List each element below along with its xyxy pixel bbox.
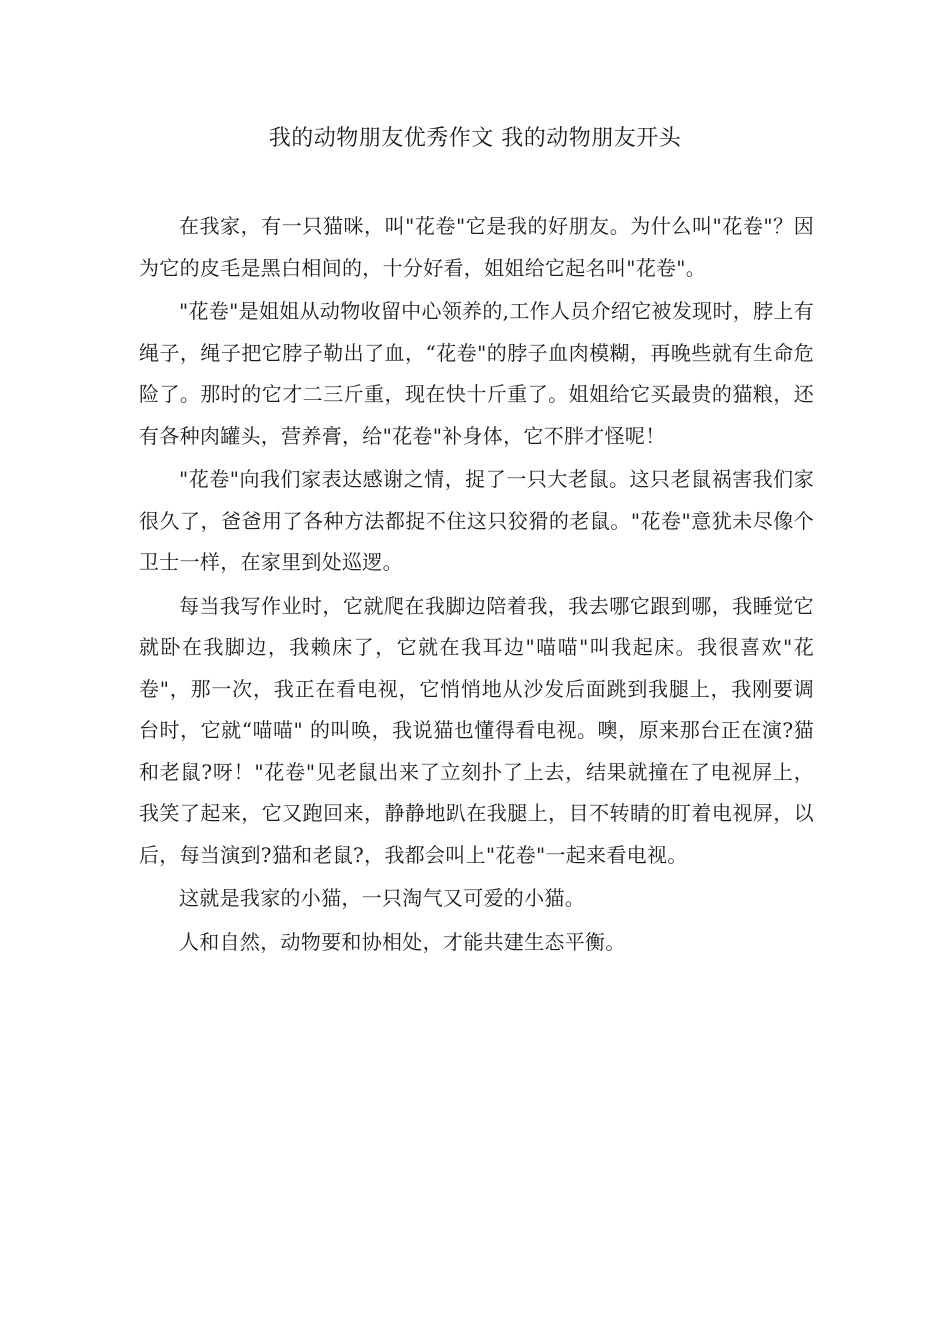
paragraph-2: "花卷"是姐姐从动物收留中心领养的,工作人员介绍它被发现时，脖上有绳子，绳子把它脖子勒出了血，“花卷"的脖子血肉模糊，再晚些就有生命危险了。那时的它才二三斤重，现在快十斤重了。姐姐给它买最贵的猫粮，还有各种肉罐头，营养膏，给"花卷"补身体，它不胖才怪呢！	[139, 299, 814, 448]
paragraph-4: 每当我写作业时，它就爬在我脚边陪着我，我去哪它跟到哪，我睡觉它就卧在我脚边，我赖床了，它就在我耳边"喵喵"叫我起床。我很喜欢"花卷"，那一次，我正在看电视，它悄悄地从沙发后面跳到我腿上，我刚要调台时，它就“喵喵" 的叫唤，我说猫也懂得看电视。噢，原来那台正在演?猫和老鼠?呀！"花卷"见老鼠出来了立刻扑了上去，结果就撞在了电视屏上，我笑了起来，它又跑回来，静静地趴在我腿上，目不转睛的盯着电视屏，以后，每当演到?猫和老鼠?，我都会叫上"花卷"一起来看电视。	[139, 593, 814, 867]
paragraph-3: "花卷"向我们家表达感谢之情，捉了一只大老鼠。这只老鼠祸害我们家很久了，爸爸用了各种方法都捉不住这只狡猾的老鼠。"花卷"意犹未尽像个卫士一样，在家里到处巡逻。	[139, 467, 814, 574]
document-title: 我的动物朋友优秀作文 我的动物朋友开头	[268, 126, 682, 151]
paragraph-6: 人和自然，动物要和协相处，才能共建生态平衡。	[179, 929, 626, 954]
paragraph-5: 这就是我家的小猫，一只淘气又可爱的小猫。	[179, 886, 585, 910]
document-body	[139, 206, 814, 965]
paragraph-1: 在我家，有一只猫咪，叫"花卷"它是我的好朋友。为什么叫"花卷"？因为它的皮毛是黑白相间的，十分好看，姐姐给它起名叫"花卷"。	[139, 214, 814, 280]
